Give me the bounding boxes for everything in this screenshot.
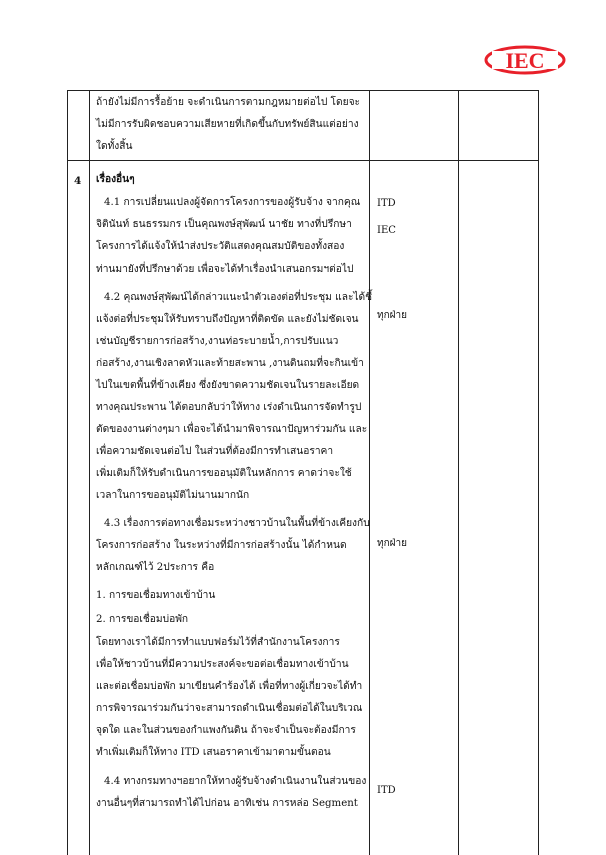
- item-4-1-line-4: ท่านมายังที่ปรึกษาด้วย เพื่อจะได้ทำเรื่องนำเสนอกรมฯต่อไป: [96, 264, 354, 275]
- item-4-1-responsible-2: IEC: [377, 225, 396, 236]
- item-4-3-line-1: 4.3 เรื่องการต่อทางเชื่อมระหว่างชาวบ้านในพื้นที่ข้างเคียงกับ: [104, 518, 370, 529]
- item-4-1-responsible-1: ITD: [377, 198, 396, 209]
- logo-text: IEC: [505, 48, 545, 73]
- item-4-3-detail-1: โดยทางเราได้มีการทำแบบฟอร์มไว้ที่สำนักงานโครงการ: [96, 637, 340, 648]
- continuation-line-3: ใดทั้งสิ้น: [96, 141, 133, 152]
- item-4-2-line-2: แจ้งต่อที่ประชุมให้รับทราบถึงปัญหาที่ติดขัด และยังไม่ชัดเจน: [96, 314, 359, 325]
- item-4-2-line-5: ไปในเขตพื้นที่ข้างเคียง ซึ่งยังขาดความชัดเจนในรายละเอียด: [96, 380, 360, 391]
- item-4-4-line-1: 4.4 ทางกรมทางฯอยากให้ทางผู้รับจ้างดำเนินงานในส่วนของ: [104, 776, 367, 787]
- item-4-1-line-1: 4.1 การเปลี่ยนแปลงผู้จัดการโครงการของผู้รับจ้าง จากคุณ: [104, 197, 361, 208]
- item-4-3-responsible: ทุกฝ่าย: [377, 538, 407, 549]
- item-4-3-detail-5: จุดใด และในส่วนของกำแพงกันดิน ถ้าจะจำเป็นจะต้องมีการ: [96, 725, 356, 736]
- item-4-3-sub-1: 1. การขอเชื่อมทางเข้าบ้าน: [96, 590, 216, 601]
- item-4-2-line-8: เพื่อความชัดเจนต่อไป ในส่วนที่ต้องมีการทำเสนอราคา: [96, 446, 334, 457]
- item-4-3-detail-4: การพิจารณาร่วมกันว่าจะสามารถดำเนินเชื่อมต่อได้ในบริเวณ: [96, 703, 363, 714]
- item-4-3-line-3: หลักเกณฑ์ไว้ 2ประการ คือ: [96, 562, 215, 573]
- item-4-4-responsible: ITD: [377, 785, 396, 796]
- section-heading: เรื่องอื่นๆ: [96, 173, 135, 185]
- column-divider-2: [369, 90, 370, 855]
- table-border-top: [67, 90, 539, 91]
- table-border-right: [538, 90, 539, 855]
- item-4-3-detail-2: เพื่อให้ชาวบ้านที่มีความประสงค์จะขอต่อเชื่อมทางเข้าบ้าน: [96, 659, 349, 670]
- item-4-1-line-3: โครงการได้แจ้งให้นำส่งประวัติแสดงคุณสมบัติของทั้งสอง: [96, 241, 345, 252]
- item-4-2-line-7: ตัดของงานต่างๆมา เพื่อจะได้นำมาพิจารณาปัญหาร่วมกัน และ: [96, 424, 368, 435]
- item-4-2-responsible: ทุกฝ่าย: [377, 310, 407, 321]
- item-4-3-line-2: โครงการก่อสร้าง ในระหว่างที่มีการก่อสร้างนั้น ได้กำหนด: [96, 540, 347, 551]
- item-4-2-line-4: ก่อสร้าง,งานเชิงลาดหัวและท้ายสะพาน ,งานดินถมที่จะกินเข้า: [96, 358, 364, 369]
- item-4-2-line-3: เช่นบัญชีรายการก่อสร้าง,งานท่อระบายน้ำ,การปรับแนว: [96, 336, 339, 347]
- item-4-2-line-6: ทางคุณประพาน ได้ตอบกลับว่าให้ทาง เร่งดำเนินการจัดทำรูป: [96, 402, 362, 413]
- item-4-2-line-10: เวลาในการขออนุมัติไม่นานมากนัก: [96, 490, 250, 501]
- item-4-3-sub-2: 2. การขอเชื่อมบ่อพัก: [96, 614, 189, 625]
- column-divider-3: [458, 90, 459, 855]
- continuation-line-1: ถ้ายังไม่มีการรื้อย้าย จะดำเนินการตามกฎหมายต่อไป โดยจะ: [96, 97, 361, 108]
- item-4-3-detail-3: และต่อเชื่อมบ่อพัก มาเขียนคำร้องได้ เพื่อที่ทางผู้เกี่ยวจะได้ทำ: [96, 681, 363, 692]
- section-number: 4: [74, 175, 82, 187]
- row-divider: [67, 160, 539, 161]
- column-divider-1: [89, 90, 90, 855]
- item-4-4-line-2: งานอื่นๆที่สามารถทำได้ไปก่อน อาทิเช่น การหล่อ Segment: [96, 798, 358, 809]
- item-4-2-line-9: เพิ่มเติมก็ให้รับดำเนินการขออนุมัติในหลักการ คาดว่าจะใช้: [96, 468, 352, 479]
- continuation-line-2: ไม่มีการรับผิดชอบความเสียหายที่เกิดขึ้นกับทรัพย์สินแต่อย่าง: [96, 119, 359, 130]
- table-border-left: [67, 90, 68, 855]
- item-4-1-line-2: จิตินันท์ ธนธรรมกร เป็นคุณพงษ์สุพัฒน์ นาชัย ทางที่ปรึกษา: [96, 219, 352, 230]
- item-4-2-line-1: 4.2 คุณพงษ์สุพัฒน์ได้กล่าวแนะนำตัวเองต่อที่ประชุม และได้ชี้: [104, 292, 373, 303]
- item-4-3-detail-6: ทำเพิ่มเติมก็ให้ทาง ITD เสนอราคาเข้ามาตามขั้นตอน: [96, 747, 331, 758]
